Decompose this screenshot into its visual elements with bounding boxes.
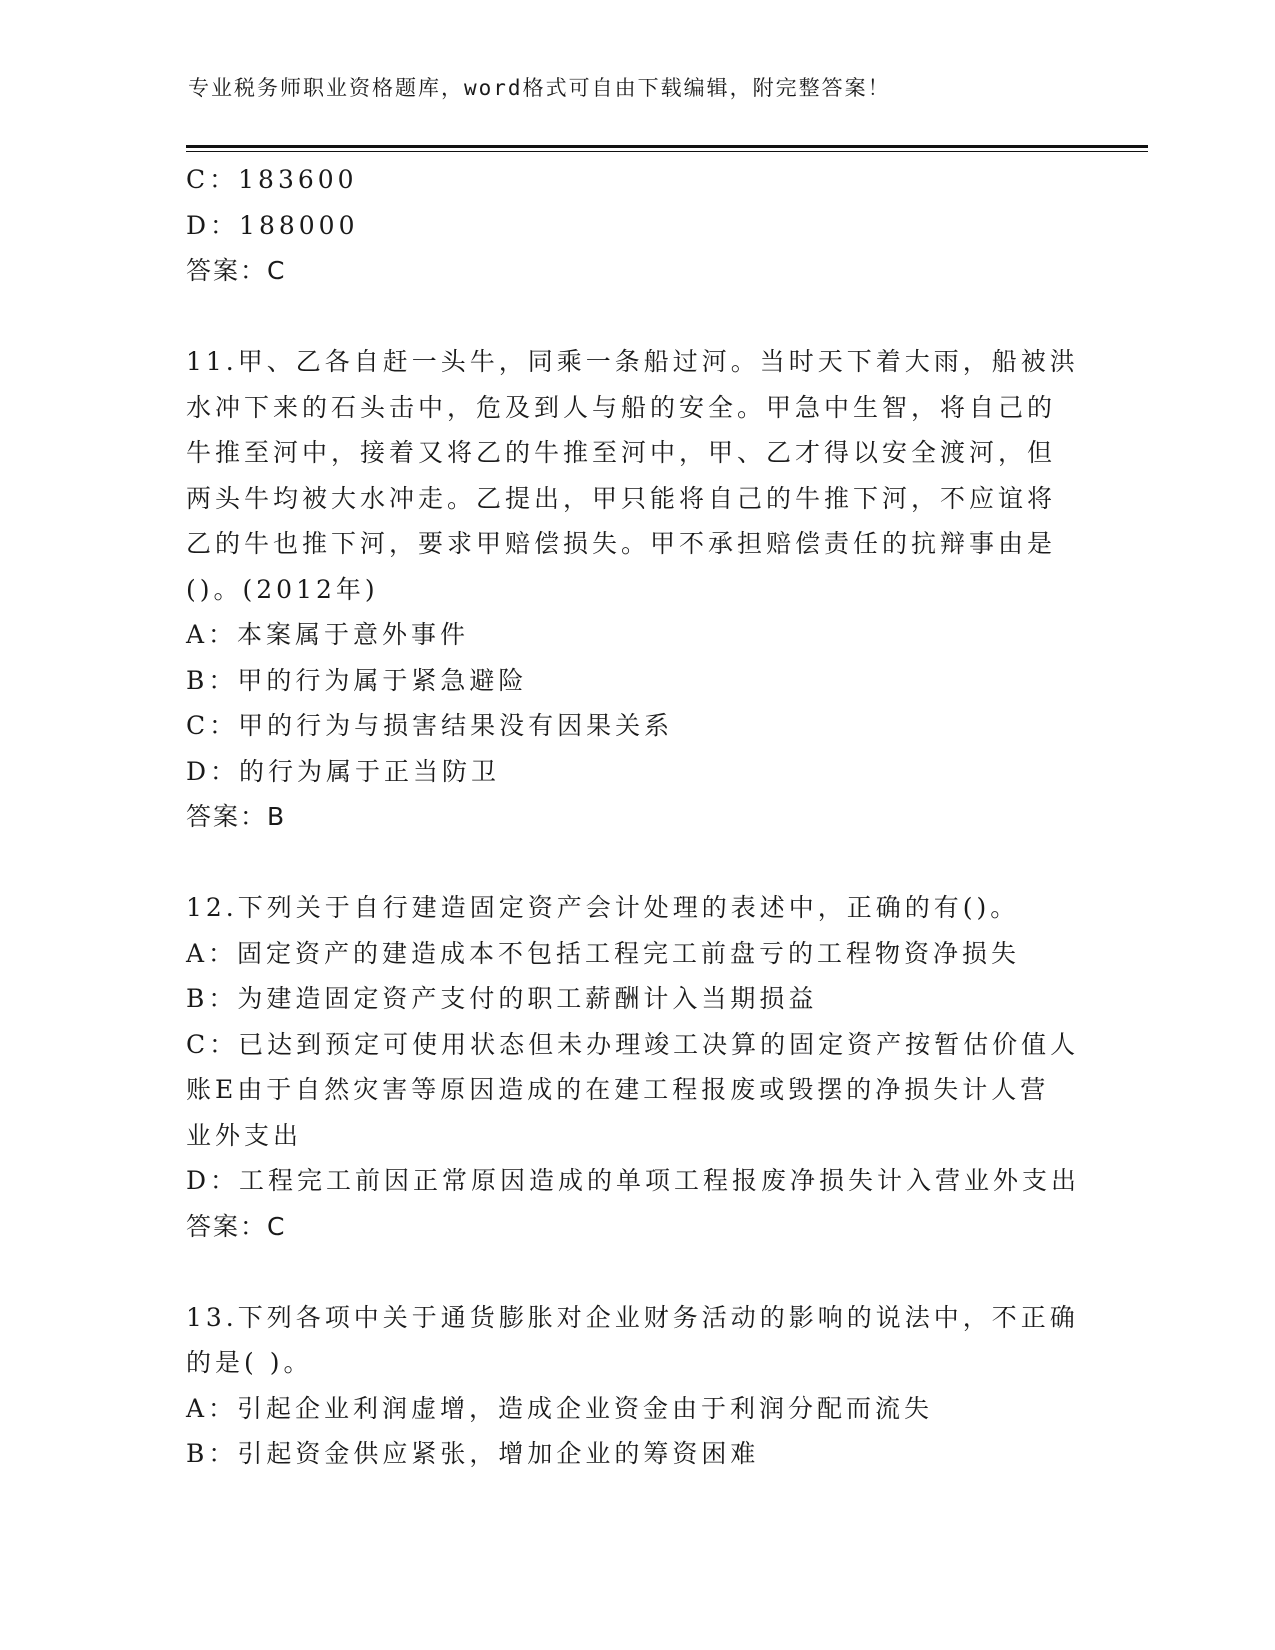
option-d: D：工程完工前因正常原因造成的单项工程报废净损失计入营业外支出 — [186, 1166, 1081, 1195]
answer-line: 答案：C — [186, 256, 287, 285]
option-c: C：183600 — [186, 165, 358, 194]
option-c: C：甲的行为与损害结果没有因果关系 — [186, 711, 674, 740]
question-stem-line: 12.下列关于自行建造固定资产会计处理的表述中，正确的有()。 — [186, 893, 1020, 922]
answer-line: 答案：B — [186, 802, 287, 831]
question-stem-line: 两头牛均被大水冲走。乙提出，甲只能将自己的牛推下河，不应谊将 — [186, 483, 1057, 513]
question-stem-line: 13.下列各项中关于通货膨胀对企业财务活动的影响的说法中，不正确 — [186, 1302, 1079, 1332]
page-header: 专业税务师职业资格题库，word格式可自由下载编辑，附完整答案！ — [188, 76, 891, 100]
option-b: B：为建造固定资产支付的职工薪酬计入当期损益 — [186, 984, 818, 1013]
header-rule-thick — [186, 145, 1148, 148]
option-b: B：引起资金供应紧张，增加企业的筹资困难 — [186, 1439, 760, 1468]
question-stem-line: 牛推至河中，接着又将乙的牛推至河中，甲、乙才得以安全渡河，但 — [186, 438, 1057, 467]
option-a: A：引起企业利润虚增，造成企业资金由于利润分配而流失 — [186, 1393, 934, 1423]
option-c-continued: 业外支出 — [186, 1120, 303, 1150]
prev-question — [186, 157, 1066, 294]
question-11 — [186, 339, 1079, 840]
question-stem-line: 水冲下来的石头击中，危及到人与船的安全。甲急中生智，将自己的 — [186, 392, 1057, 422]
option-c: C：已达到预定可使用状态但未办理竣工决算的固定资产按暂估价值人 — [186, 1029, 1080, 1059]
document-body — [186, 157, 1081, 1477]
option-a: A：固定资产的建造成本不包括工程完工前盘亏的工程物资净损失 — [186, 938, 1021, 968]
question-stem-line: 乙的牛也推下河，要求甲赔偿损失。甲不承担赔偿责任的抗辩事由是 — [186, 529, 1057, 558]
spacer — [186, 294, 1066, 340]
option-c-continued: 账E由于自然灾害等原因造成的在建工程报废或毁摆的净损失计人营 — [186, 1075, 1050, 1104]
option-d: D：的行为属于正当防卫 — [186, 756, 501, 786]
question-stem-line: 的是( )。 — [186, 1348, 313, 1377]
answer-line: 答案：C — [186, 1211, 287, 1241]
option-a: A：本案属于意外事件 — [186, 620, 470, 649]
question-12 — [186, 885, 1081, 1249]
spacer — [186, 840, 1066, 886]
spacer — [186, 1249, 1066, 1295]
question-13 — [186, 1295, 1079, 1477]
header-rule-thin — [186, 151, 1148, 152]
option-b: B：甲的行为属于紧急避险 — [186, 665, 528, 695]
question-stem-line: ()。(2012年) — [186, 574, 379, 604]
option-d: D：188000 — [186, 210, 359, 240]
question-stem-line: 11.甲、乙各自赶一头牛，同乘一条船过河。当时天下着大雨，船被洪 — [186, 347, 1079, 376]
